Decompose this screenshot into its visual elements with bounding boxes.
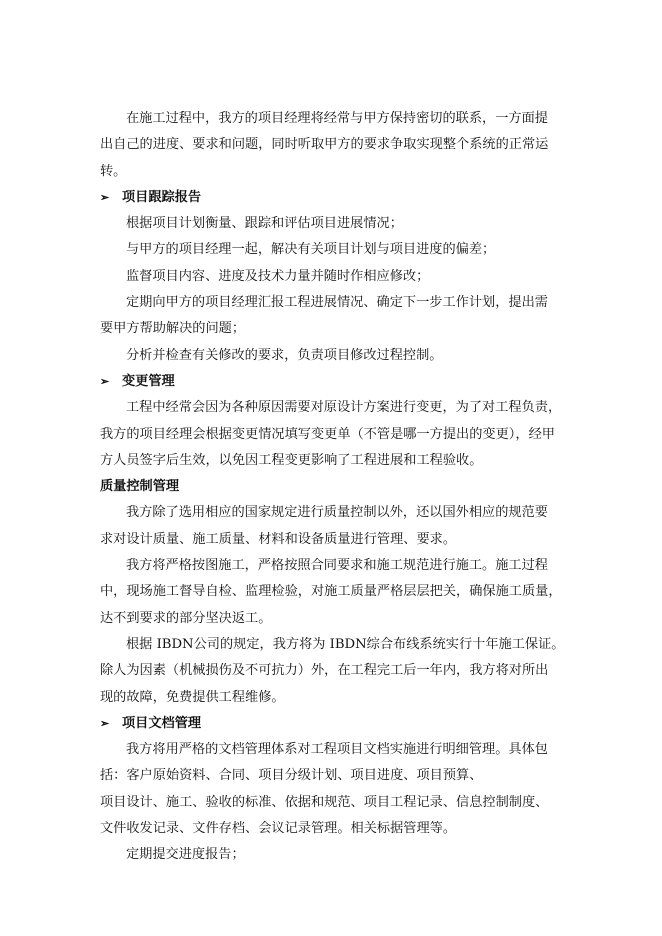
paragraph-line: 监督项目内容、进度及技术力量并随时作相应修改； xyxy=(126,268,430,284)
paragraph-line: 出自己的进度、要求和问题，同时听取甲方的要求争取实现整个系统的正常运 xyxy=(100,137,549,153)
paragraph-line: 根据 IBDN公司的规定，我方将为 IBDN综合布线系统实行十年施工保证。 xyxy=(126,636,565,652)
paragraph-line: 方人员签字后生效，以免因工程变更影响了工程进展和工程验收。 xyxy=(100,452,483,468)
paragraph-line: 中，现场施工督导自检、监理检验，对施工质量严格层层把关，确保施工质量， xyxy=(100,584,562,600)
paragraph-line: 我方将用严格的文档管理体系对工程项目文档实施进行明细管理。具体包 xyxy=(126,742,548,758)
paragraph-line: 在施工过程中，我方的项目经理将经常与甲方保持密切的联系，一方面提 xyxy=(126,111,548,126)
paragraph-line: 要甲方帮助解决的问题； xyxy=(100,321,246,337)
paragraph-line: 达不到要求的部分坚决返工。 xyxy=(100,610,272,626)
paragraph-line: 文件收发记录、文件存档、会议记录管理。相关标据管理等。 xyxy=(100,821,457,837)
section-heading-quality-control: 质量控制管理 xyxy=(100,479,180,495)
section-heading-document-management xyxy=(100,711,560,737)
paragraph-line: 与甲方的项目经理一起，解决有关项目计划与项目进度的偏差； xyxy=(126,242,496,258)
paragraph-line: 我方将严格按图施工，严格按照合同要求和施工规范进行施工。施工过程 xyxy=(126,558,548,574)
section-heading-change-management xyxy=(100,369,560,395)
heading-text: 项目文档管理 xyxy=(122,715,202,731)
paragraph-line: 根据项目计划衡量、跟踪和评估项目进展情况； xyxy=(126,216,403,232)
paragraph-line: 转。 xyxy=(100,163,127,179)
arrow-bullet-icon: ➢ xyxy=(100,716,110,730)
arrow-bullet-icon: ➢ xyxy=(100,190,110,204)
paragraph-line: 定期提交进度报告； xyxy=(126,847,245,863)
paragraph-line: 现的故障，免费提供工程维修。 xyxy=(100,689,285,705)
paragraph-line: 我方除了选用相应的国家规定进行质量控制以外，还以国外相应的规范要 xyxy=(126,505,548,521)
arrow-bullet-icon: ➢ xyxy=(100,374,110,388)
heading-text: 变更管理 xyxy=(122,373,175,389)
heading-text: 项目跟踪报告 xyxy=(122,189,202,205)
paragraph-line: 我方的项目经理会根据变更情况填写变更单（不管是哪一方提出的变更），经甲 xyxy=(100,426,555,442)
document-body xyxy=(100,106,565,869)
paragraph-line: 工程中经常会因为各种原因需要对原设计方案进行变更，为了对工程负责， xyxy=(126,400,562,416)
paragraph-line: 求对设计质量、施工质量、材料和设备质量进行管理、要求。 xyxy=(100,531,457,547)
paragraph-line: 项目设计、施工、验收的标准、依据和规范、项目工程记录、信息控制制度、 xyxy=(100,794,549,810)
paragraph-line: 分析并检查有关修改的要求，负责项目修改过程控制。 xyxy=(126,347,443,363)
paragraph-line: 定期向甲方的项目经理汇报工程进展情况、确定下一步工作计划，提出需 xyxy=(126,295,548,311)
paragraph-line: 除人为因素（机械损伤及不可抗力）外，在工程完工后一年内，我方将对所出 xyxy=(100,663,549,679)
paragraph-line: 括：客户原始资料、合同、项目分级计划、项目进度、项目预算、 xyxy=(100,768,483,784)
section-heading-project-tracking xyxy=(100,185,560,211)
